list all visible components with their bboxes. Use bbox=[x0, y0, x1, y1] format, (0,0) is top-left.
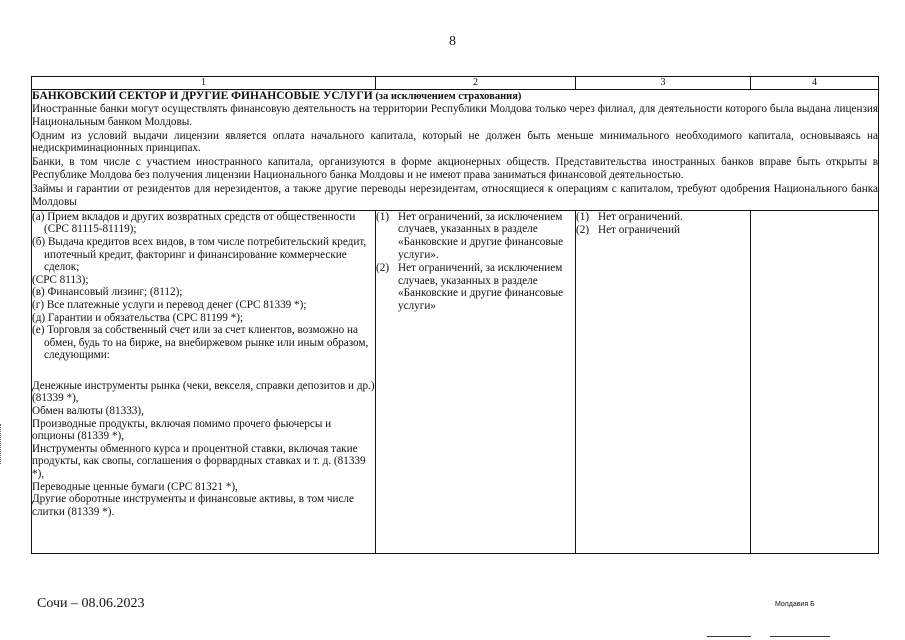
sector-title bbox=[32, 90, 878, 103]
additional-commitments-cell bbox=[751, 210, 879, 553]
service-item-text: (г) Все платежные услуги и перевод денег (CPC 81339 *); bbox=[32, 298, 307, 311]
service-item bbox=[32, 312, 375, 325]
footer-doc-label: Молдавия Б bbox=[775, 601, 815, 608]
footer-date: Сочи – 08.06.2023 bbox=[37, 596, 145, 611]
services-row bbox=[32, 210, 879, 553]
item-marker: (2) bbox=[576, 224, 590, 237]
national-treatment-cell bbox=[576, 210, 751, 553]
service-item bbox=[32, 211, 375, 236]
service-item-text: (б) Выдача кредитов всех видов, в том числе потребительский кредит, ипотечный кредит, факторинг и финансирование коммерческие сделок; bbox=[32, 235, 367, 274]
market-access-cell bbox=[376, 210, 576, 553]
instrument-item: Переводные ценные бумаги (CPC 81321 *), bbox=[32, 480, 238, 493]
instrument-item: Другие оборотные инструменты и финансовые активы, в том числе слитки (81339 *). bbox=[32, 493, 354, 518]
service-item bbox=[32, 236, 375, 274]
banner-row bbox=[32, 90, 879, 211]
header-cell-2: 2 bbox=[376, 77, 576, 90]
sector-title-suffix: (за исключением страхования) bbox=[372, 91, 522, 102]
header-cell-1: 1 bbox=[32, 77, 376, 90]
banner-paragraph: Одним из условий выдачи лицензии является оплата начального капитала, который не должен быть меньше минимального необходимого капитала, основываясь на недискриминационных принципах. bbox=[32, 129, 878, 155]
item-marker: (1) bbox=[576, 210, 590, 223]
instrument-item: Обмен валюты (81333), bbox=[32, 405, 144, 418]
item-text: Нет ограничений bbox=[598, 224, 680, 237]
services-cell bbox=[32, 210, 376, 553]
service-item-text: (е) Торговля за собственный счет или за счет клиентов, возможно на обмен, будь то на бирже, на внебиржевом рынке или иным образом, следующими: bbox=[32, 324, 369, 362]
service-item bbox=[32, 286, 375, 299]
instrument-item: Инструменты обменного курса и процентной ставки, включая такие продукты, как свопы, соглашения о форвардных ставках и т. д. (81339 *), bbox=[32, 442, 366, 481]
service-item-text: (в) Финансовый лизинг; (8112); bbox=[32, 286, 183, 299]
item-text: Нет ограничений. bbox=[598, 210, 683, 223]
national-treatment-item bbox=[576, 224, 750, 237]
commitments-table bbox=[31, 76, 879, 554]
instrument-item: Производные продукты, включая помимо прочего фьючерсы и опционы (81339 *), bbox=[32, 417, 332, 443]
sector-banner bbox=[32, 90, 879, 211]
cpc-line: (CPC 8113); bbox=[32, 273, 89, 286]
national-treatment-item bbox=[576, 211, 750, 224]
spacer bbox=[32, 362, 375, 380]
service-item-text: (а) Прием вкладов и других возвратных средств от общественности (CPC 81115-81119); bbox=[32, 210, 356, 236]
service-item bbox=[32, 324, 375, 362]
service-item bbox=[32, 299, 375, 312]
market-access-item bbox=[376, 211, 575, 261]
banner-paragraph: Банки, в том числе с участием иностранного капитала, организуются в форме акционерных обществ. Представительства иностранных банков вправе быть открыты в Республике Молдова без получения лицензии Национального банка Молдовы и не имеют права заниматься финансовой деятельностью. bbox=[32, 156, 878, 181]
market-access-item bbox=[376, 262, 575, 312]
margin-marks bbox=[0, 424, 7, 464]
item-marker: (2) bbox=[376, 262, 390, 275]
bottom-rule bbox=[770, 636, 830, 637]
header-cell-3: 3 bbox=[576, 77, 751, 90]
instrument-item: Денежные инструменты рынка (чеки, векселя, справки депозитов и др.) (81339 *), bbox=[32, 379, 375, 405]
item-text: Нет ограничений, за исключением случаев, указанных в разделе «Банковские и другие финансовые услуги». bbox=[398, 210, 564, 261]
bottom-rule bbox=[707, 636, 751, 637]
page-number: 8 bbox=[449, 34, 456, 49]
item-text: Нет ограничений, за исключением случаев, указанных в разделе «Банковские и другие финансовые услуги» bbox=[398, 262, 564, 312]
service-item-text: (д) Гарантии и обязательства (CPC 81199 *); bbox=[32, 311, 244, 324]
header-row bbox=[32, 77, 879, 90]
banner-paragraph: Иностранные банки могут осуществлять финансовую деятельность на территории Республики Молдова только через филиал, для деятельности которого была выдана лицензия Национальным банком Молдовы. bbox=[32, 103, 878, 128]
item-marker: (1) bbox=[376, 210, 390, 223]
header-cell-4: 4 bbox=[751, 77, 879, 90]
sector-title-main: БАНКОВСКИЙ СЕКТОР И ДРУГИЕ ФИНАНСОВЫЕ УСЛУГИ bbox=[32, 90, 373, 102]
banner-paragraph: Займы и гарантии от резидентов для нерезидентов, а также другие переводы нерезидентам, относящиеся к операциям с капиталом, требуют одобрения Национального банка Молдовы bbox=[32, 183, 878, 208]
